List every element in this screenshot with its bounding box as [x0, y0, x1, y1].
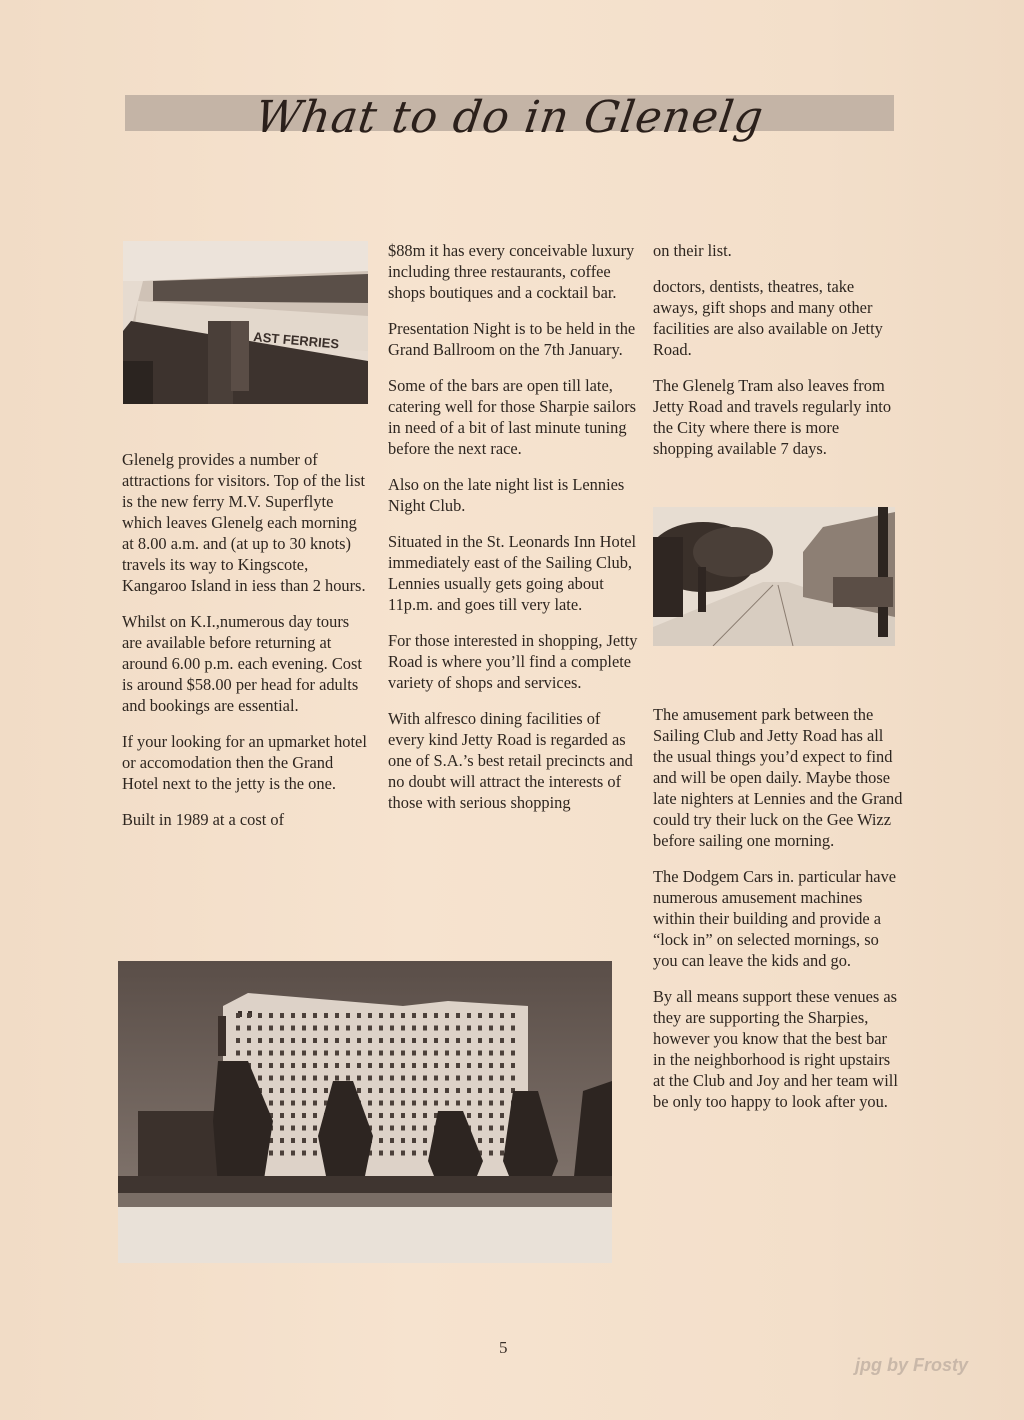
paragraph: The Dodgem Cars in. particular have numerous amusement machines within their building and provide a “lock in” on selected mornings, so you can leave the kids and go.	[653, 867, 897, 970]
watermark: jpg by Frosty	[855, 1355, 969, 1375]
article-column-2	[388, 240, 638, 828]
ferry-sign-text: AST FERRIES	[252, 329, 340, 352]
paragraph: Built in 1989 at a cost of	[122, 810, 285, 829]
paragraph: The amusement park between the Sailing Club and Jetty Road has all the usual things you’d expect to find and will be open daily. Maybe those late nighters at Lennies and the Grand could try their luck on the Gee Wizz before sailing one morning.	[653, 705, 903, 850]
article-column-3-top	[653, 240, 903, 474]
grand-hotel-photo	[118, 961, 612, 1263]
paragraph: Also on the late night list is Lennies Night Club.	[388, 475, 625, 515]
paragraph: If your looking for an upmarket hotel or accomodation then the Grand Hotel next to the jetty is the one.	[122, 732, 367, 793]
page-number: 5	[499, 1338, 508, 1357]
paragraph: Situated in the St. Leonards Inn Hotel immediately east of the Sailing Club, Lennies usually gets going about 11p.m. and goes till very late.	[388, 532, 637, 614]
paragraph: doctors, dentists, theatres, take aways, gift shops and many other facilities are also available on Jetty Road.	[653, 277, 883, 359]
paragraph: Some of the bars are open till late, catering well for those Sharpie sailors in need of a bit of last minute tuning before the next race.	[388, 376, 637, 458]
paragraph: With alfresco dining facilities of every kind Jetty Road is regarded as one of S.A.’s best retail precincts and no doubt will attract the interests of those with serious shopping	[388, 709, 633, 812]
page-title: What to do in Glenelg	[252, 92, 767, 143]
paragraph: The Glenelg Tram also leaves from Jetty Road and travels regularly into the City where there is more shopping available 7 days.	[653, 376, 892, 458]
paragraph: By all means support these venues as they are supporting the Sharpies, however you know that the best bar in the neighborhood is right upstairs at the Club and Joy and her team will be only too happy to look after you.	[653, 987, 898, 1111]
article-column-1	[122, 449, 372, 845]
paragraph: Glenelg provides a number of attractions for visitors. Top of the list is the new ferry M.V. Superflyte which leaves Glenelg each morning at 8.00 a.m. and (at up to 30 knots) travels its way to Kingscote, Kangaroo Island in iess than 2 hours.	[122, 450, 366, 595]
jetty-road-photo	[653, 507, 895, 646]
ferry-photo	[123, 241, 368, 404]
paragraph: For those interested in shopping, Jetty Road is where you’ll find a complete variety of shops and services.	[388, 631, 638, 692]
paragraph: Presentation Night is to be held in the Grand Ballroom on the 7th January.	[388, 319, 636, 359]
article-column-3-bottom	[653, 704, 903, 1127]
paragraph: $88m it has every conceivable luxury including three restaurants, coffee shops boutiques and a cocktail bar.	[388, 241, 635, 302]
paragraph: on their list.	[653, 241, 732, 260]
paragraph: Whilst on K.I.,numerous day tours are available before returning at around 6.00 p.m. each evening. Cost is around $58.00 per head for adults and bookings are essential.	[122, 612, 362, 715]
